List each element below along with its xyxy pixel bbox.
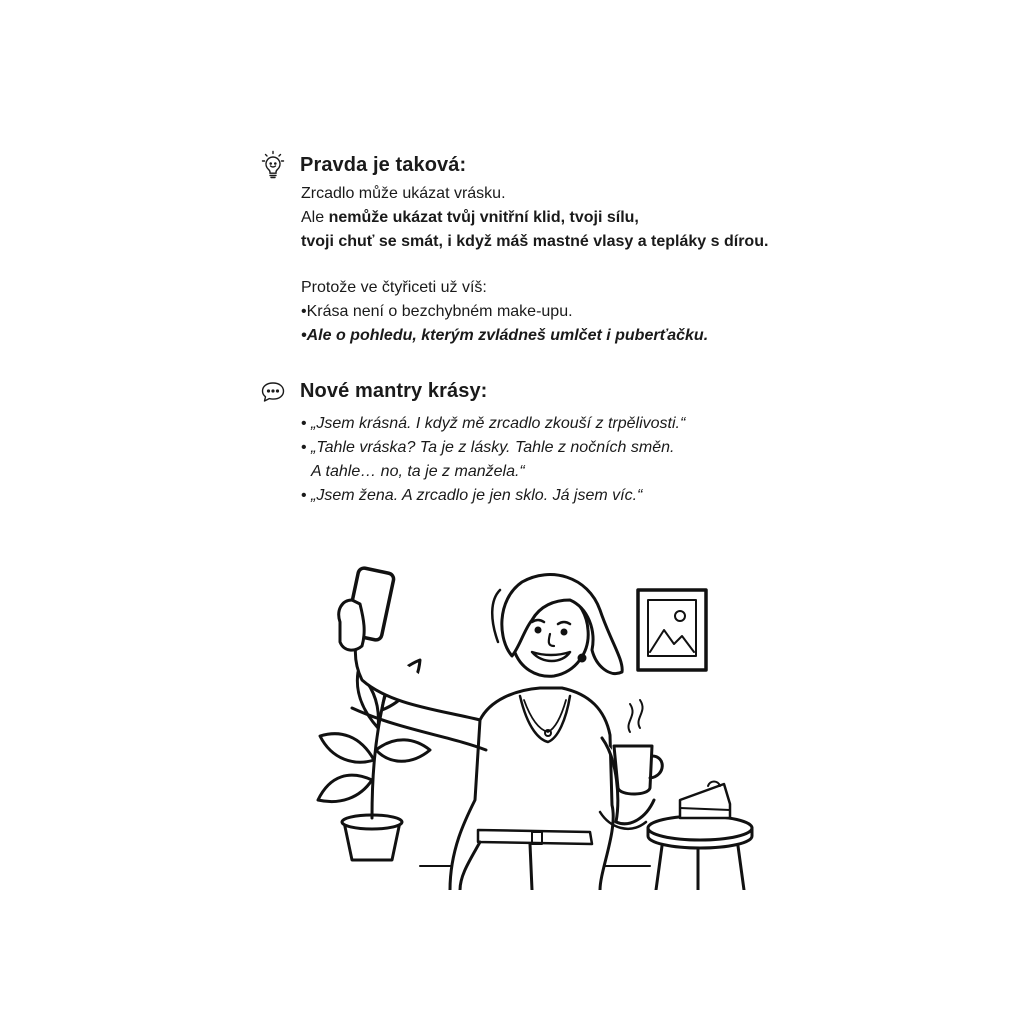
mantras-list xyxy=(258,412,818,508)
mantra-item: • „Jsem krásná. I když mě zrcadlo zkouší z trpělivosti.“ xyxy=(301,412,818,436)
mantra-item: • „Jsem žena. A zrcadlo je jen sklo. Já jsem víc.“ xyxy=(301,484,818,508)
truth-heading: Pravda je taková: xyxy=(300,153,467,176)
lightbulb-icon xyxy=(258,150,288,180)
truth-line-2-prefix: Ale xyxy=(301,209,329,226)
mantras-heading: Nové mantry krásy: xyxy=(300,379,488,402)
truth-bullet-1: •Krása není o bezchybném make-upu. xyxy=(301,303,573,320)
mantra-2-line-1: „Tahle vráska? Ta je z lásky. Tahle z nočních směn. xyxy=(311,439,675,456)
speech-bubble-icon xyxy=(258,376,288,406)
truth-line-2-bold: nemůže ukázat tvůj vnitřní klid, tvoji sílu, xyxy=(328,209,639,226)
mantra-item xyxy=(301,436,818,484)
woman-selfie-illustration xyxy=(300,560,780,890)
picture-frame-icon xyxy=(638,590,706,670)
truth-line-3: tvoji chuť se smát, i když máš mastné vlasy a tepláky s dírou. xyxy=(301,233,769,250)
mantras-section xyxy=(258,374,818,508)
cake-slice-icon xyxy=(680,782,730,819)
truth-bullet-2: •Ale o pohledu, kterým zvládneš umlčet i puberťačku. xyxy=(301,327,709,344)
side-table-icon xyxy=(648,816,752,890)
truth-line-2 xyxy=(301,206,818,230)
truth-heading-row xyxy=(258,148,818,182)
mantras-heading-row xyxy=(258,374,818,408)
truth-line-1: Zrcadlo může ukázat vrásku. xyxy=(301,185,506,202)
truth-body xyxy=(258,182,818,348)
truth-line-4: Protože ve čtyřiceti už víš: xyxy=(301,279,487,296)
mantra-2-line-2: A tahle… no, ta je z manžela.“ xyxy=(311,463,525,480)
truth-section xyxy=(258,148,818,348)
